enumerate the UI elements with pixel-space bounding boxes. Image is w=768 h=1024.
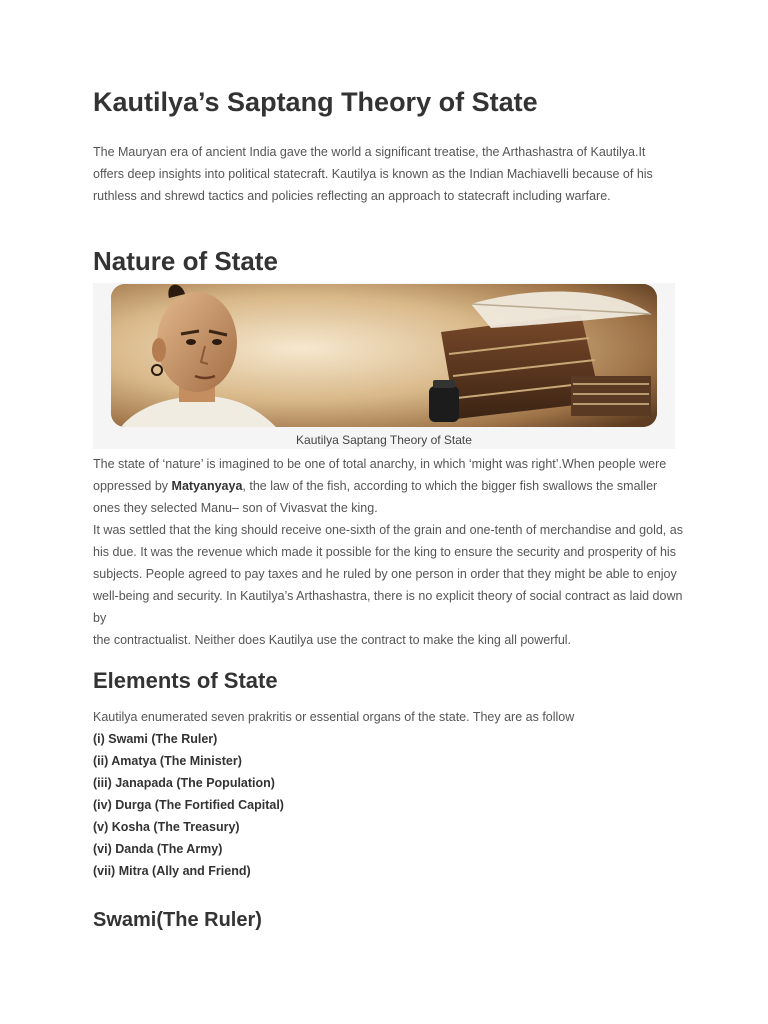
kautilya-illustration — [111, 284, 657, 427]
list-item: (ii) Amatya (The Minister) — [93, 754, 242, 768]
nature-paragraph-2: It was settled that the king should receive one-sixth of the grain and one-tenth of merchandise and gold, as his due. It was the revenue which made it possible for the king to ensure the security and prosperity of his subjects. People agreed to pay taxes and he ruled by one person in order that they might be able to enjoy well-being and security. In Kautilya’s Arthashastra, there is no explicit theory of social contract as laid down by — [93, 523, 683, 625]
figure — [93, 283, 675, 449]
list-item: (iii) Janapada (The Population) — [93, 776, 275, 790]
elements-list — [93, 728, 284, 882]
nature-paragraph-3: the contractualist. Neither does Kautilya use the contract to make the king all powerful. — [93, 633, 572, 647]
list-item: (iv) Durga (The Fortified Capital) — [93, 798, 284, 812]
intro-paragraph: The Mauryan era of ancient India gave the world a significant treatise, the Arthashastra of Kautilya.It offers deep insights into political statecraft. Kautilya is known as the Indian Machiavelli because of his ruthless and shrewd tactics and policies reflecting an approach to statecraft including warfare. — [93, 145, 653, 203]
elements-intro: Kautilya enumerated seven prakritis or essential organs of the state. They are as follow — [93, 710, 575, 724]
list-item: (vii) Mitra (Ally and Friend) — [93, 864, 251, 878]
nature-paragraph-1-start: The state of ‘nature’ is imagined to be one of total anarchy, in which ‘might was right’.When people were oppressed by — [93, 457, 667, 493]
swami-heading: Swami(The Ruler) — [93, 909, 262, 931]
list-item: (vi) Danda (The Army) — [93, 842, 223, 856]
page-title: Kautilya’s Saptang Theory of State — [93, 87, 538, 117]
elements-heading: Elements of State — [93, 668, 278, 693]
figure-caption: Kautilya Saptang Theory of State — [296, 433, 472, 447]
list-item: (v) Kosha (The Treasury) — [93, 820, 240, 834]
nature-heading: Nature of State — [93, 246, 278, 276]
list-item: (i) Swami (The Ruler) — [93, 732, 218, 746]
nature-paragraph-1-end: , the law of the fish, according to which the bigger fish swallows the smaller ones they selected Manu– son of Vivasvat the king. — [93, 479, 658, 515]
banner-image — [111, 284, 657, 427]
matyanyaya-term: Matyanyaya — [171, 479, 243, 493]
nature-paragraph-1 — [93, 453, 683, 519]
